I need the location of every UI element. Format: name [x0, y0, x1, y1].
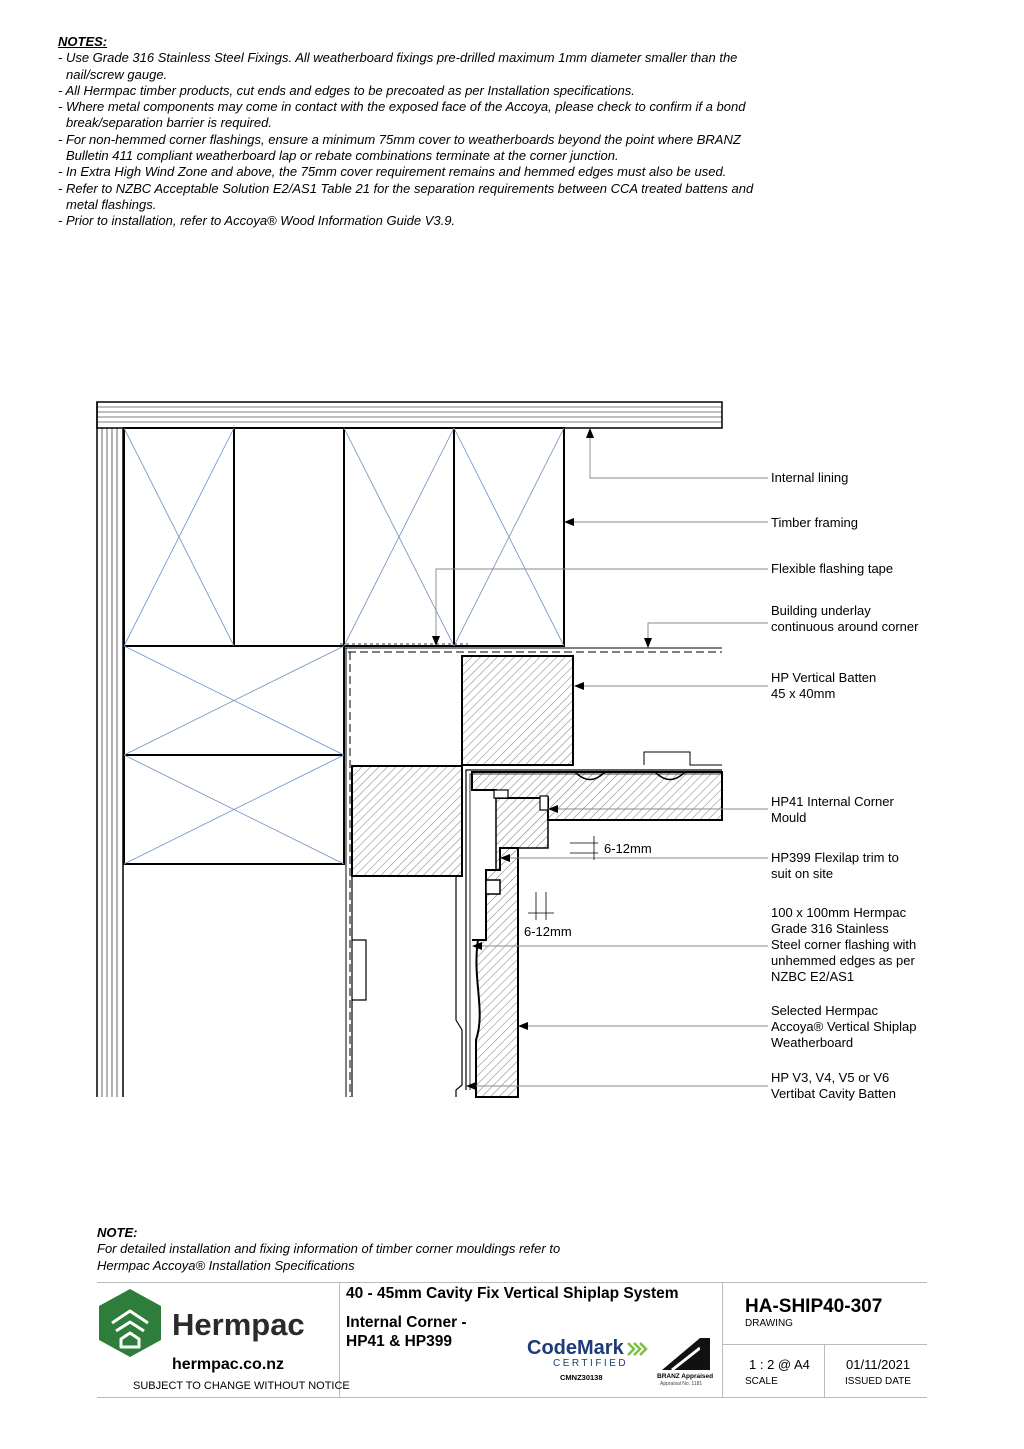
trim-clip [494, 790, 508, 798]
branz-appraisal-number: Appraisal No. 1181 [660, 1381, 703, 1387]
issued-date-value: 01/11/2021 [846, 1357, 911, 1372]
hermpac-logo-icon [97, 1287, 163, 1359]
label-internal-lining: Internal lining [771, 470, 849, 485]
vertical-batten-section [462, 656, 573, 765]
note-item-1: - Use Grade 316 Stainless Steel Fixings. All weatherboard fixings pre-drilled maximum 1mm diameter smaller than the nail/screw gauge. [58, 50, 738, 82]
internal-lining [97, 402, 722, 1097]
label-timber-framing: Timber framing [771, 515, 858, 530]
scale-value: 1 : 2 @ A4 [749, 1357, 810, 1372]
issued-date-caption: ISSUED DATE [845, 1376, 911, 1387]
website: hermpac.co.nz [172, 1356, 285, 1373]
cavity-batten-section [352, 766, 462, 876]
brand-name: Hermpac [172, 1307, 305, 1342]
title-block-top-border [97, 1282, 927, 1283]
title-block-divider-2 [722, 1282, 723, 1397]
cavity-batten-profile [352, 876, 462, 1097]
label-flexilap-trim: HP399 Flexilap trim to suit on site [771, 850, 899, 881]
label-cavity-batten: HP V3, V4, V5 or V6 Vertibat Cavity Batten [771, 1070, 897, 1101]
bottom-note [97, 1225, 737, 1274]
codemark-number: CMNZ30138 [560, 1373, 603, 1382]
dimension-gap-upper: 6-12mm [604, 841, 652, 856]
bottom-note-heading: NOTE: [97, 1225, 138, 1240]
note-item-5: - In Extra High Wind Zone and above, the 75mm cover requirement remains and hemmed edges must also be used. [58, 164, 727, 180]
bottom-note-text: For detailed installation and fixing information of timber corner mouldings refer to Hermpac Accoya® Installation Specifications [97, 1241, 561, 1273]
title-block-divider-4 [824, 1344, 825, 1397]
system-title: 40 - 45mm Cavity Fix Vertical Shiplap System [346, 1285, 679, 1302]
label-flexible-flashing-tape: Flexible flashing tape [771, 561, 894, 576]
note-item-7: - Prior to installation, refer to Accoya® Wood Information Guide V3.9. [58, 213, 456, 229]
subject-to-change: SUBJECT TO CHANGE WITHOUT NOTICE [133, 1380, 350, 1392]
branz-logo-icon [660, 1334, 712, 1372]
flexilap-trim [486, 880, 500, 894]
note-item-4: - For non-hemmed corner flashings, ensure a minimum 75mm cover to weatherboards beyond the point where BRANZ Bulletin 411 compliant weatherboard lap or rebate combinations terminate at the corner junction. [58, 131, 741, 164]
dimension-gap-lower: 6-12mm [524, 924, 572, 939]
codemark-chevrons-icon [626, 1341, 648, 1357]
notes-heading: NOTES: [58, 34, 108, 49]
title-block-bottom-border [97, 1397, 927, 1398]
scale-caption: SCALE [745, 1376, 778, 1387]
codemark-logo: CodeMark [527, 1337, 624, 1359]
label-building-underlay: Building underlay continuous around corner [771, 603, 919, 634]
label-corner-mould: HP41 Internal Corner Mould [771, 794, 894, 825]
weatherboard-top-rebate [644, 752, 722, 765]
note-item-3: - Where metal components may come in contact with the exposed face of the Accoya, please check to confirm if a bond break/separation barrier is required. [58, 99, 746, 131]
branz-appraised: BRANZ Appraised [657, 1373, 714, 1380]
label-corner-flashing: 100 x 100mm Hermpac Grade 316 Stainless Steel corner flashing with unhemmed edges as per NZBC E2/AS1 [771, 905, 917, 984]
drawing-number: HA-SHIP40-307 [745, 1296, 883, 1317]
note-item-2: - All Hermpac timber products, cut ends and edges to be precoated as per Installation specifications. [58, 82, 635, 98]
drawing-caption: DRAWING [745, 1318, 793, 1329]
label-vertical-batten: HP Vertical Batten 45 x 40mm [771, 670, 877, 701]
label-weatherboard: Selected Hermpac Accoya® Vertical Shiplap Weatherboard [771, 1003, 917, 1050]
drawing-subtitle: Internal Corner - HP41 & HP399 [346, 1314, 467, 1350]
trim-clip-2 [540, 796, 548, 810]
codemark-certified: CERTIFIED [553, 1358, 629, 1369]
note-item-6: - Refer to NZBC Acceptable Solution E2/AS1 Table 21 for the separation requirements between CCA treated battens and metal flashings. [58, 180, 754, 212]
